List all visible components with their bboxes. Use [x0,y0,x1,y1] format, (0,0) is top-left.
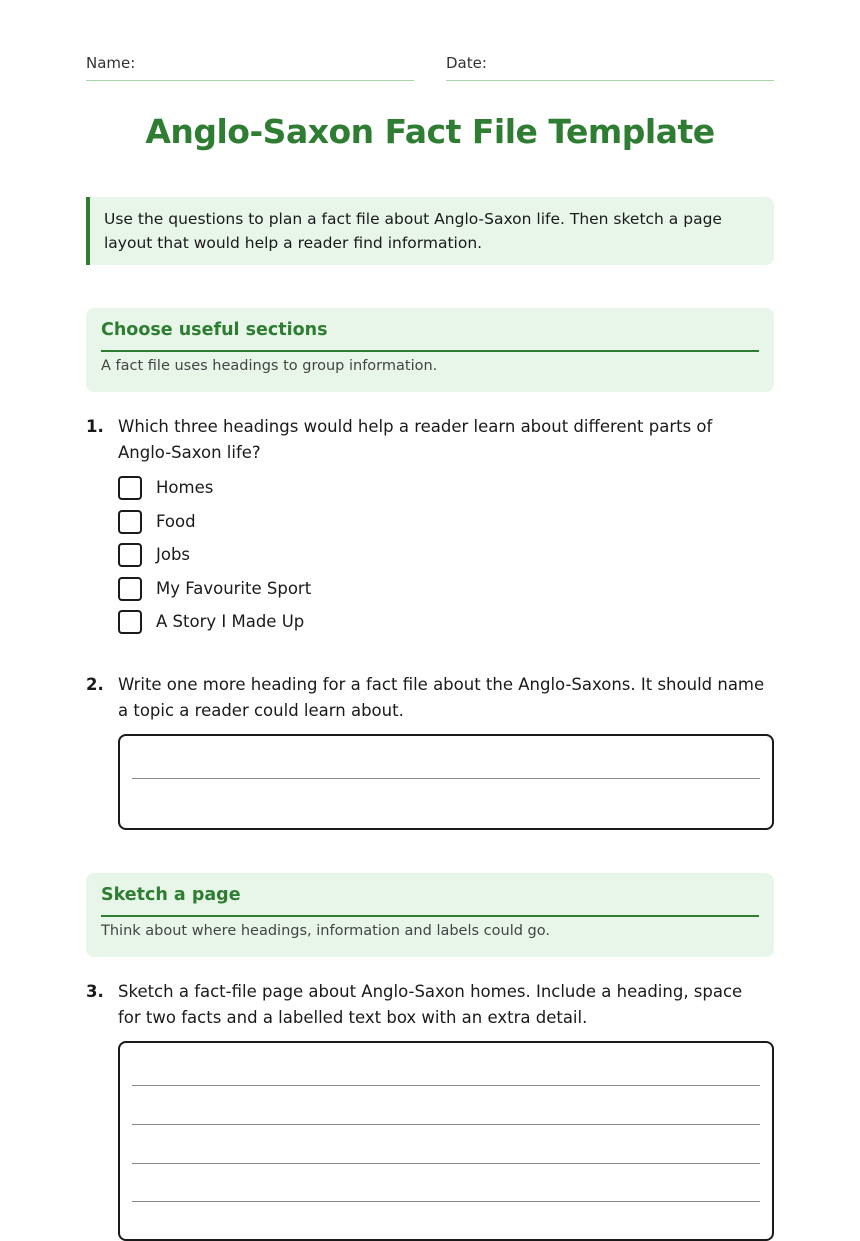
checkbox[interactable] [118,577,142,601]
question-text: Which three headings would help a reader learn about different parts of Anglo-Saxon life? [118,417,713,462]
page-title: Anglo-Saxon Fact File Template [145,112,715,151]
question-number: 2. [86,675,104,694]
option-story[interactable] [118,608,518,636]
date-field[interactable] [446,54,774,81]
answer-box-heading[interactable] [118,734,774,830]
option-jobs[interactable] [118,541,518,569]
question-number: 3. [86,982,104,1001]
writing-line [132,1085,760,1086]
option-label: My Favourite Sport [156,579,312,598]
section-heading: Sketch a page [101,885,759,917]
option-label: Homes [156,478,214,497]
name-field[interactable] [86,54,414,81]
checkbox[interactable] [118,610,142,634]
question-1 [86,414,774,468]
header-fields [86,54,774,80]
section-description: Think about where headings, information and labels could go. [101,923,550,939]
name-label: Name: [86,54,136,72]
option-label: Food [156,512,196,531]
sketch-box[interactable] [118,1041,774,1241]
question-text: Sketch a fact-file page about Anglo-Saxon homes. Include a heading, space for two facts and a labelled text box with an extra detail. [118,982,743,1027]
question-3 [86,979,774,1033]
writing-line [132,1163,760,1164]
checkbox[interactable] [118,543,142,567]
writing-line [132,1201,760,1202]
section-heading: Choose useful sections [101,320,759,352]
option-favourite-sport[interactable] [118,575,518,603]
option-food[interactable] [118,508,518,536]
checkbox[interactable] [118,476,142,500]
writing-line [132,1124,760,1125]
option-label: A Story I Made Up [156,612,305,631]
date-label: Date: [446,54,487,72]
writing-line [132,778,760,779]
question-number: 1. [86,417,104,436]
intro-box: Use the questions to plan a fact file about Anglo-Saxon life. Then sketch a page layout that would help a reader find information. [86,197,774,265]
question-2 [86,672,774,726]
section-header-choose-sections [86,308,774,392]
option-label: Jobs [156,545,191,564]
section-header-sketch [86,873,774,957]
option-homes[interactable] [118,474,518,502]
question-text: Write one more heading for a fact file about the Anglo-Saxons. It should name a topic a reader could learn about. [118,675,765,720]
checkbox[interactable] [118,510,142,534]
section-description: A fact file uses headings to group information. [101,358,438,374]
